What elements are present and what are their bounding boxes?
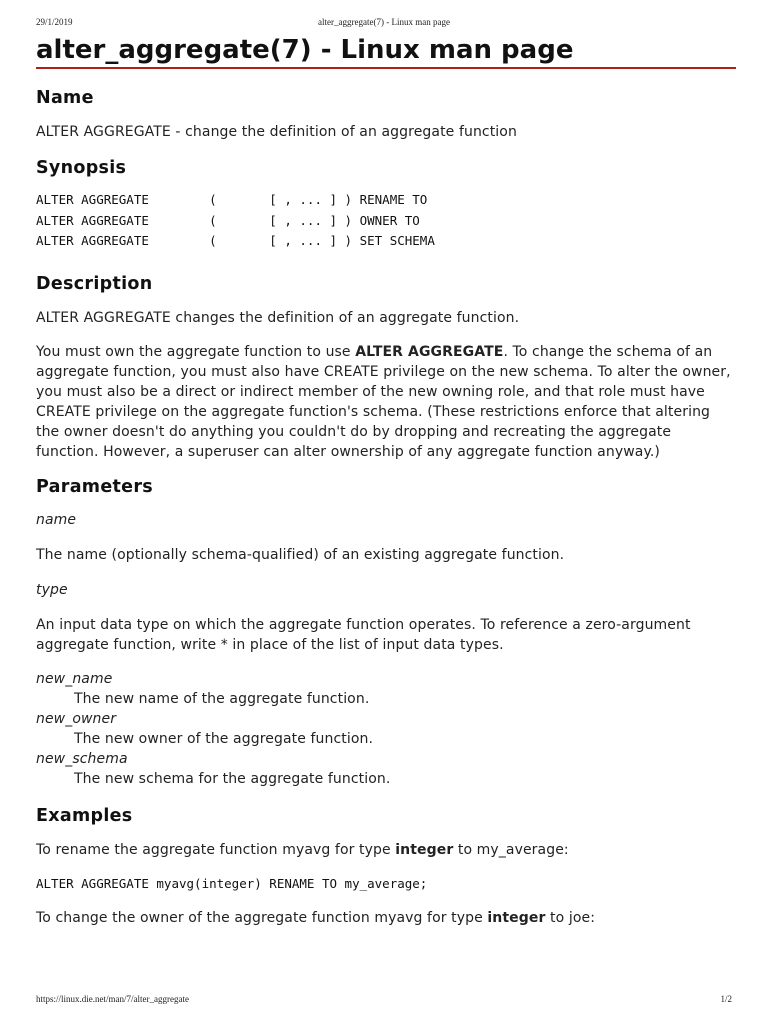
example-code: ALTER AGGREGATE myavg(integer) RENAME TO my_average; bbox=[36, 875, 428, 891]
synopsis-heading: Synopsis bbox=[36, 158, 127, 178]
description-paragraph: You must own the aggregate function to use ALTER AGGREGATE. To change the schema of an aggregate function, you must also have CREATE privilege on the new schema. To alter the owner, you must also be a direct or indirect member of the new owning role, and that role must have CREATE privilege on the aggregate function's schema. (These restrictions enforce that altering the owner doesn't do anything you couldn't do by dropping and recreating the aggregate function. However, a superuser can alter ownership of any aggregate function anyway.) bbox=[36, 343, 731, 460]
param-term: new_owner bbox=[36, 710, 117, 727]
param-desc-type: An input data type on which the aggregate function operates. To reference a zero-argument aggregate function, write * in place of the list of input data types. bbox=[36, 616, 691, 653]
param-term-type: type bbox=[36, 581, 68, 598]
name-text: ALTER AGGREGATE - change the definition of an aggregate function bbox=[36, 124, 517, 140]
examples-heading: Examples bbox=[36, 805, 133, 826]
keyword: integer bbox=[487, 910, 546, 926]
print-header bbox=[36, 17, 732, 29]
print-page-number: 1/2 bbox=[720, 994, 732, 1004]
print-page-title: alter_aggregate(7) - Linux man page bbox=[318, 17, 450, 27]
synopsis-line: ALTER AGGREGATE ( [ , ... ] ) SET SCHEMA bbox=[36, 233, 435, 248]
param-desc: The new schema for the aggregate function. bbox=[74, 770, 391, 787]
param-term-name: name bbox=[36, 511, 77, 528]
synopsis-line: ALTER AGGREGATE ( [ , ... ] ) RENAME TO bbox=[36, 192, 428, 207]
name-heading: Name bbox=[36, 88, 94, 108]
print-footer bbox=[36, 994, 732, 1006]
page-title: alter_aggregate(7) - Linux man page bbox=[36, 34, 736, 69]
description-heading: Description bbox=[36, 273, 153, 294]
synopsis-block bbox=[36, 190, 736, 252]
print-date: 29/1/2019 bbox=[36, 17, 73, 27]
keyword: integer bbox=[395, 841, 454, 858]
param-term: new_name bbox=[36, 670, 113, 687]
param-term: new_schema bbox=[36, 750, 128, 767]
param-desc: The new name of the aggregate function. bbox=[74, 690, 370, 707]
keyword: ALTER AGGREGATE bbox=[36, 309, 171, 326]
man-page bbox=[36, 34, 736, 928]
keyword: ALTER AGGREGATE bbox=[355, 343, 504, 360]
example-text: To rename the aggregate function myavg for type integer to my_average: bbox=[36, 841, 569, 858]
example-text: To change the owner of the aggregate function myavg for type integer to joe: bbox=[36, 910, 596, 926]
synopsis-line: ALTER AGGREGATE ( [ , ... ] ) OWNER TO bbox=[36, 212, 420, 228]
description-paragraph: ALTER AGGREGATE changes the definition of an aggregate function. bbox=[36, 309, 520, 326]
parameters-heading: Parameters bbox=[36, 476, 153, 497]
param-definition-list bbox=[36, 669, 736, 789]
print-url[interactable]: https://linux.die.net/man/7/alter_aggregate bbox=[36, 994, 189, 1004]
param-desc: The new owner of the aggregate function. bbox=[74, 730, 374, 747]
param-desc-name: The name (optionally schema-qualified) of an existing aggregate function. bbox=[36, 546, 565, 563]
